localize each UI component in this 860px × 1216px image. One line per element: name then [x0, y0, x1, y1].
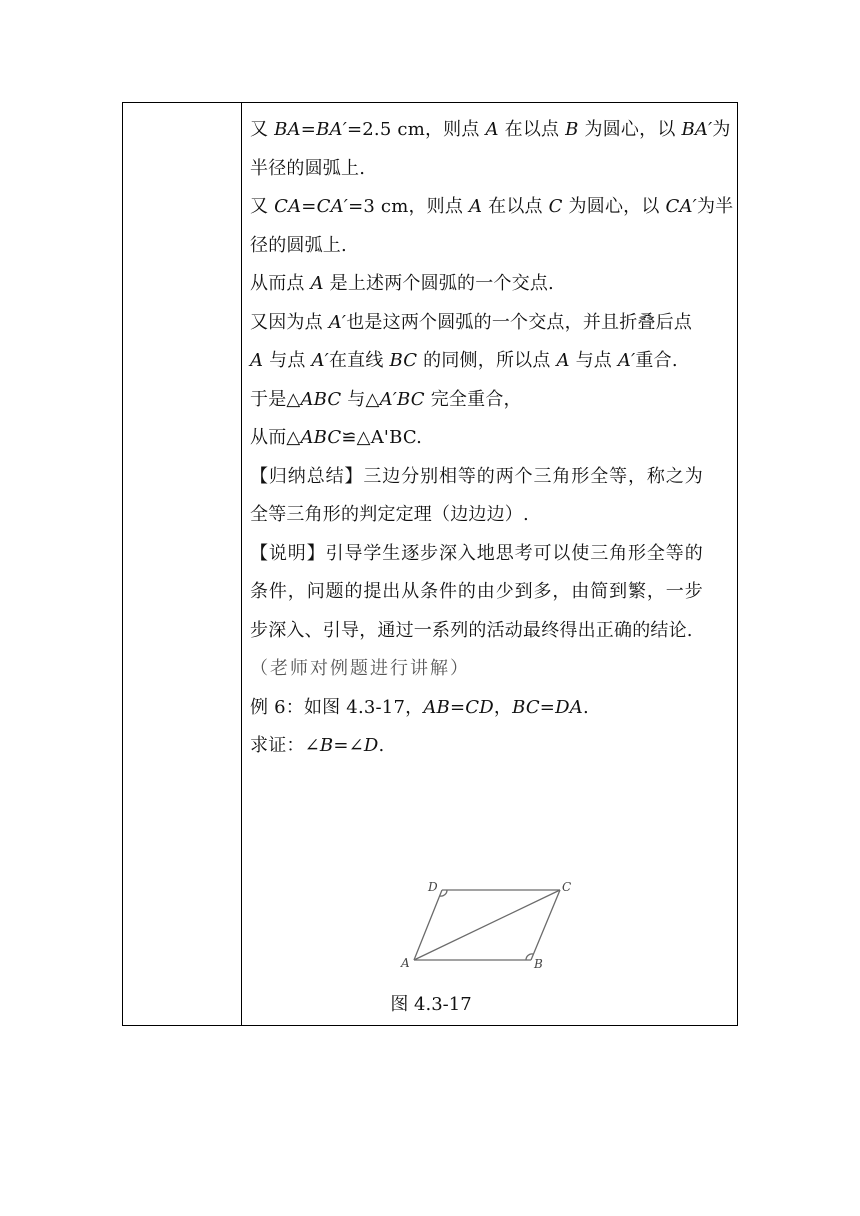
- parallelogram-figure: [398, 881, 578, 971]
- diagonal-AC: [414, 890, 560, 960]
- lesson-table: [122, 102, 738, 1026]
- text-line-6: 又因为点 A′也是这两个圆弧的一个交点，并且折叠后点: [250, 311, 693, 333]
- text-line-3: 又 CA=CA′=3 cm，则点 A 在以点 C 为圆心，以 CA′为半: [250, 196, 734, 217]
- text-line-4: 径的圆弧上.: [250, 234, 347, 256]
- explanation-line-2: 条件，问题的提出从条件的由少到多，由简到繁，一步: [250, 581, 704, 602]
- label-C: C: [562, 881, 572, 894]
- text-line-9: 从而△ABC≌△A'BC.: [250, 427, 423, 448]
- explanation-line-3: 步深入、引导，通过一系列的活动最终得出正确的结论.: [250, 619, 693, 641]
- figure-caption: 图 4.3-17: [390, 994, 472, 1015]
- text-line-2: 半径的圆弧上.: [250, 157, 366, 179]
- summary-line-2: 全等三角形的判定定理（边边边）.: [250, 504, 529, 525]
- label-A: A: [401, 956, 410, 970]
- text-line-5: 从而点 A 是上述两个圆弧的一个交点.: [250, 273, 554, 294]
- proof-goal: 求证：∠B=∠D.: [250, 735, 385, 756]
- text-line-1: 又 BA=BA′=2.5 cm，则点 A 在以点 B 为圆心，以 BA′为: [250, 119, 731, 140]
- example-statement: 例 6：如图 4.3-17，AB=CD，BC=DA.: [250, 696, 589, 718]
- lesson-content: [250, 111, 735, 766]
- explanation-line-1: 【说明】引导学生逐步深入地思考可以使三角形全等的: [250, 542, 704, 564]
- text-line-8: 于是△ABC 与△A′BC 完全重合，: [250, 388, 522, 410]
- label-D: D: [428, 881, 438, 894]
- side-DA: [414, 890, 442, 960]
- table-left-column: [123, 103, 242, 1025]
- label-B: B: [534, 957, 543, 971]
- text-line-7: A 与点 A′在直线 BC 的同侧，所以点 A 与点 A′重合.: [250, 350, 678, 371]
- side-CB: [531, 890, 560, 960]
- teacher-note: （老师对例题进行讲解）: [250, 658, 470, 679]
- summary-line-1: 【归纳总结】三边分别相等的两个三角形全等，称之为: [250, 465, 704, 487]
